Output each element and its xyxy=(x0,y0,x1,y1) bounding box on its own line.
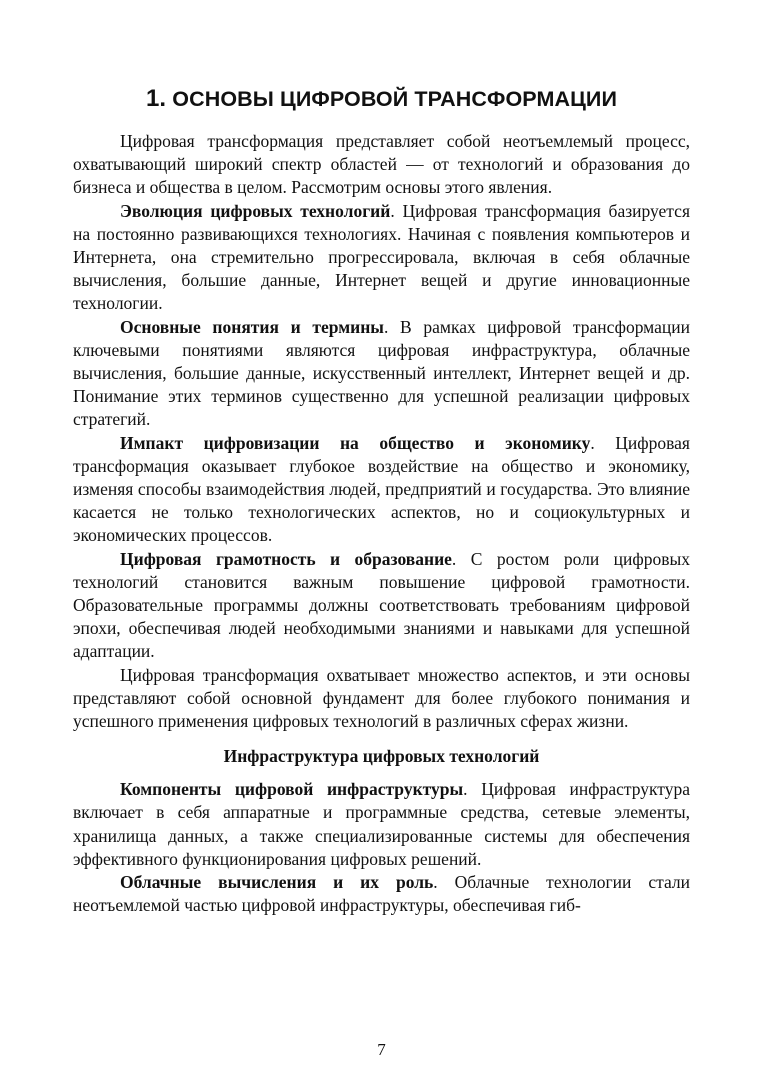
paragraph-conclusion xyxy=(73,664,690,734)
paragraph-lead: Цифровая грамотность и образование xyxy=(120,548,452,569)
paragraph-literacy xyxy=(73,548,690,664)
paragraph-text: . В рамках цифровой трансформации ключевыми понятиями являются цифровая инфраструктура, облачные вычисления, большие данные, искусственный интеллект, Интернет вещей и др. Понимание этих терминов существенно для успешной реализации цифровых стратегий. xyxy=(73,316,691,430)
paragraph-lead: Компоненты цифровой инфраструктуры xyxy=(120,779,464,800)
paragraph-evolution xyxy=(73,200,690,316)
paragraph-lead: Облачные вычисления и их роль xyxy=(120,872,434,893)
paragraph-components xyxy=(73,778,690,871)
paragraph-impact xyxy=(73,432,690,548)
chapter-title-text: ОСНОВЫ ЦИФРОВОЙ ТРАНСФОРМАЦИИ xyxy=(172,87,618,111)
paragraph-text: . Цифровая трансформация оказывает глубокое воздействие на общество и экономику, изменяя способы взаимодействия людей, предприятий и государства. Это влияние касается не только технологических аспектов, но и социокультурных и экономических процессов. xyxy=(73,432,690,546)
paragraph-lead: Импакт цифровизации на общество и экономику xyxy=(120,432,591,453)
paragraph-text: . С ростом роли цифровых технологий становится важным повышение цифровой грамотности. Образовательные программы должны соответствовать требованиям цифровой эпохи, обеспечивая людей необходимыми знаниями и навыками для успешной адаптации. xyxy=(73,548,690,662)
page-number: 7 xyxy=(377,1040,386,1059)
paragraph-text: Цифровая трансформация охватывает множество аспектов, и эти основы представляют собой основной фундамент для более глубокого понимания и успешного применения цифровых технологий в различных сферах жизни. xyxy=(73,664,690,732)
paragraph-text: Цифровая трансформация представляет собой неотъемлемый процесс, охватывающий широкий спектр областей — от технологий и образования до бизнеса и общества в целом. Рассмотрим основы этого явления. xyxy=(73,131,690,198)
chapter-number: 1. xyxy=(145,85,167,112)
chapter-title xyxy=(73,84,690,114)
paragraph-text: . Облачные технологии стали неотъемлемой частью цифровой инфраструктуры, обеспечивая гиб- xyxy=(73,872,690,916)
paragraph-intro xyxy=(73,130,690,200)
paragraph-lead: Эволюция цифровых технологий xyxy=(120,200,391,221)
section-title: Инфраструктура цифровых технологий xyxy=(223,746,540,767)
paragraph-text: . Цифровая инфраструктура включает в себя аппаратные и программные средства, сетевые элементы, хранилища данных, а также специализированные системы для обеспечения эффективного функционирования цифровых решений. xyxy=(73,779,690,869)
paragraph-concepts xyxy=(73,316,690,432)
page-content xyxy=(73,84,690,918)
paragraph-cloud xyxy=(73,871,690,917)
paragraph-text: . Цифровая трансформация базируется на постоянно развивающихся технологиях. Начиная с появления компьютеров и Интернета, она стремительно прогрессировала, включая в себя облачные вычисления, большие данные, Интернет вещей и другие инновационные технологии. xyxy=(73,200,690,314)
paragraph-lead: Основные понятия и термины xyxy=(120,316,384,337)
